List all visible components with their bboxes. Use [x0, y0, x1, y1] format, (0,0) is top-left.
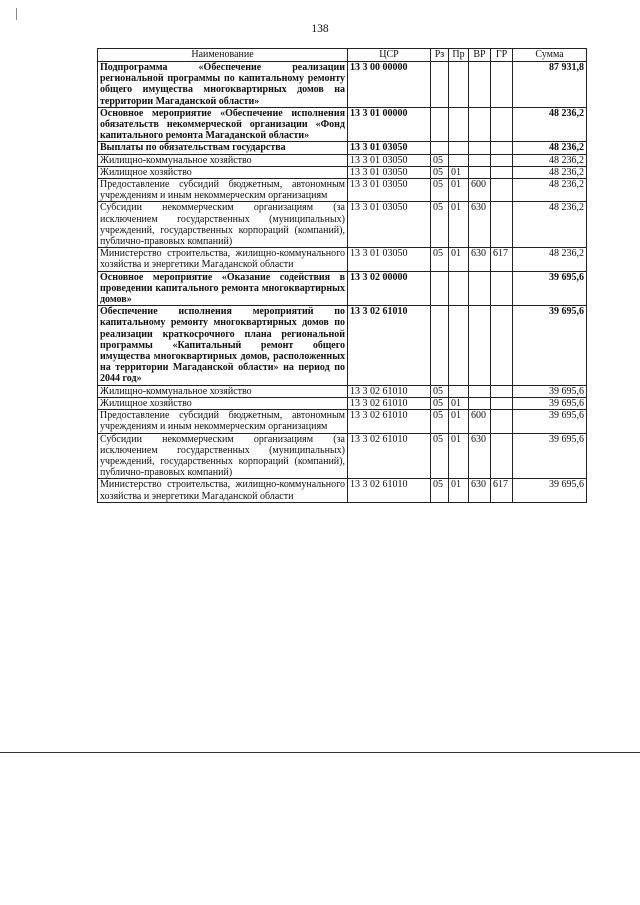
cell-csr: 13 3 01 03050: [348, 179, 431, 202]
cell-csr: 13 3 00 00000: [348, 62, 431, 108]
page-rule: [0, 752, 640, 753]
table-row: [98, 142, 587, 154]
cell-name: Жилищное хозяйство: [98, 166, 348, 178]
cell-gr: 617: [491, 248, 513, 271]
table-row: [98, 107, 587, 142]
cell-pr: [449, 142, 469, 154]
cell-csr: 13 3 01 03050: [348, 202, 431, 248]
table-row: [98, 202, 587, 248]
cell-sum: 39 695,6: [513, 397, 587, 409]
cell-sum: 48 236,2: [513, 202, 587, 248]
table-header-row: [98, 49, 587, 62]
cell-gr: [491, 179, 513, 202]
cell-csr: 13 3 01 00000: [348, 107, 431, 142]
cell-gr: [491, 202, 513, 248]
cell-sum: 48 236,2: [513, 154, 587, 166]
cell-csr: 13 3 01 03050: [348, 166, 431, 178]
cell-pr: [449, 271, 469, 306]
cell-gr: [491, 397, 513, 409]
cell-sum: 39 695,6: [513, 433, 587, 479]
page-number: 138: [311, 23, 329, 35]
cell-rz: [431, 142, 449, 154]
cell-gr: [491, 271, 513, 306]
table-row: [98, 433, 587, 479]
cell-vr: 630: [469, 433, 491, 479]
cell-rz: 05: [431, 154, 449, 166]
cell-name: Предоставление субсидий бюджетным, автономным учреждениям и иным некоммерческим организациям: [98, 410, 348, 433]
header-name: Наименование: [98, 49, 348, 62]
cell-sum: 48 236,2: [513, 142, 587, 154]
cell-pr: 01: [449, 479, 469, 502]
header-gr: ГР: [491, 49, 513, 62]
cell-rz: 05: [431, 202, 449, 248]
cell-sum: 39 695,6: [513, 306, 587, 385]
cell-gr: [491, 433, 513, 479]
cell-rz: 05: [431, 248, 449, 271]
table-row: [98, 179, 587, 202]
cell-vr: [469, 385, 491, 397]
table-row: [98, 306, 587, 385]
cell-csr: 13 3 02 61010: [348, 433, 431, 479]
cell-sum: 39 695,6: [513, 271, 587, 306]
scan-mark: [16, 8, 17, 20]
cell-name: Жилищно-коммунальное хозяйство: [98, 154, 348, 166]
cell-vr: [469, 142, 491, 154]
cell-pr: 01: [449, 248, 469, 271]
table-row: [98, 479, 587, 502]
cell-pr: [449, 154, 469, 166]
cell-gr: 617: [491, 479, 513, 502]
header-vr: ВР: [469, 49, 491, 62]
cell-rz: 05: [431, 385, 449, 397]
cell-gr: [491, 154, 513, 166]
table-row: [98, 154, 587, 166]
cell-rz: [431, 271, 449, 306]
cell-rz: 05: [431, 166, 449, 178]
cell-pr: 01: [449, 397, 469, 409]
cell-gr: [491, 142, 513, 154]
cell-pr: [449, 107, 469, 142]
cell-rz: 05: [431, 410, 449, 433]
cell-vr: [469, 107, 491, 142]
table-row: [98, 62, 587, 108]
cell-pr: [449, 306, 469, 385]
cell-name: Выплаты по обязательствам государства: [98, 142, 348, 154]
cell-sum: 39 695,6: [513, 410, 587, 433]
cell-rz: 05: [431, 179, 449, 202]
cell-vr: 630: [469, 248, 491, 271]
cell-name: Обеспечение исполнения мероприятий по капитальному ремонту многоквартирных домов по реализации краткосрочного плана региональной программы «Капитальный ремонт общего имущества многоквартирных домов, расположенных на территории Магаданской области» на период по 2044 год»: [98, 306, 348, 385]
cell-csr: 13 3 01 03050: [348, 248, 431, 271]
cell-vr: [469, 154, 491, 166]
header-rz: Рз: [431, 49, 449, 62]
cell-gr: [491, 385, 513, 397]
cell-csr: 13 3 01 03050: [348, 142, 431, 154]
cell-pr: 01: [449, 166, 469, 178]
cell-name: Субсидии некоммерческим организациям (за исключением государственных (муниципальных) учреждений, государственных корпораций (компаний), публично-правовых компаний): [98, 433, 348, 479]
cell-pr: [449, 385, 469, 397]
cell-sum: 48 236,2: [513, 248, 587, 271]
cell-sum: 39 695,6: [513, 479, 587, 502]
table-row: [98, 166, 587, 178]
cell-csr: 13 3 02 61010: [348, 410, 431, 433]
cell-vr: [469, 62, 491, 108]
cell-csr: 13 3 02 61010: [348, 397, 431, 409]
cell-sum: 48 236,2: [513, 107, 587, 142]
header-sum: Сумма: [513, 49, 587, 62]
cell-pr: 01: [449, 433, 469, 479]
cell-gr: [491, 166, 513, 178]
cell-rz: [431, 62, 449, 108]
cell-name: Основное мероприятие «Оказание содействия в проведении капитального ремонта многоквартирных домов»: [98, 271, 348, 306]
cell-rz: 05: [431, 479, 449, 502]
cell-name: Предоставление субсидий бюджетным, автономным учреждениям и иным некоммерческим организациям: [98, 179, 348, 202]
cell-pr: 01: [449, 410, 469, 433]
cell-csr: 13 3 02 00000: [348, 271, 431, 306]
cell-sum: 87 931,8: [513, 62, 587, 108]
cell-vr: [469, 397, 491, 409]
cell-rz: 05: [431, 433, 449, 479]
table-row: [98, 248, 587, 271]
cell-vr: [469, 166, 491, 178]
cell-csr: 13 3 02 61010: [348, 306, 431, 385]
cell-vr: [469, 271, 491, 306]
cell-gr: [491, 62, 513, 108]
cell-pr: 01: [449, 202, 469, 248]
cell-vr: [469, 306, 491, 385]
cell-vr: 630: [469, 479, 491, 502]
cell-name: Жилищно-коммунальное хозяйство: [98, 385, 348, 397]
cell-name: Министерство строительства, жилищно-коммунального хозяйства и энергетики Магаданской области: [98, 248, 348, 271]
table-row: [98, 397, 587, 409]
cell-rz: [431, 306, 449, 385]
cell-vr: 600: [469, 410, 491, 433]
cell-rz: [431, 107, 449, 142]
table-row: [98, 410, 587, 433]
cell-name: Жилищное хозяйство: [98, 397, 348, 409]
cell-rz: 05: [431, 397, 449, 409]
cell-sum: 48 236,2: [513, 179, 587, 202]
cell-csr: 13 3 01 03050: [348, 154, 431, 166]
cell-gr: [491, 107, 513, 142]
table-row: [98, 271, 587, 306]
cell-vr: 630: [469, 202, 491, 248]
table-row: [98, 385, 587, 397]
cell-gr: [491, 410, 513, 433]
cell-name: Подпрограмма «Обеспечение реализации региональной программы по капитальному ремонту общего имущества многоквартирных домов на территории Магаданской области»: [98, 62, 348, 108]
cell-name: Субсидии некоммерческим организациям (за исключением государственных (муниципальных) учреждений, государственных корпораций (компаний), публично-правовых компаний): [98, 202, 348, 248]
cell-sum: 48 236,2: [513, 166, 587, 178]
cell-csr: 13 3 02 61010: [348, 479, 431, 502]
cell-name: Министерство строительства, жилищно-коммунального хозяйства и энергетики Магаданской области: [98, 479, 348, 502]
header-pr: Пр: [449, 49, 469, 62]
cell-gr: [491, 306, 513, 385]
cell-pr: 01: [449, 179, 469, 202]
cell-pr: [449, 62, 469, 108]
cell-name: Основное мероприятие «Обеспечение исполнения обязательств некоммерческой организации «Фонд капитального ремонта Магаданской области»: [98, 107, 348, 142]
header-csr: ЦСР: [348, 49, 431, 62]
cell-sum: 39 695,6: [513, 385, 587, 397]
cell-vr: 600: [469, 179, 491, 202]
budget-table: [97, 48, 587, 503]
cell-csr: 13 3 02 61010: [348, 385, 431, 397]
